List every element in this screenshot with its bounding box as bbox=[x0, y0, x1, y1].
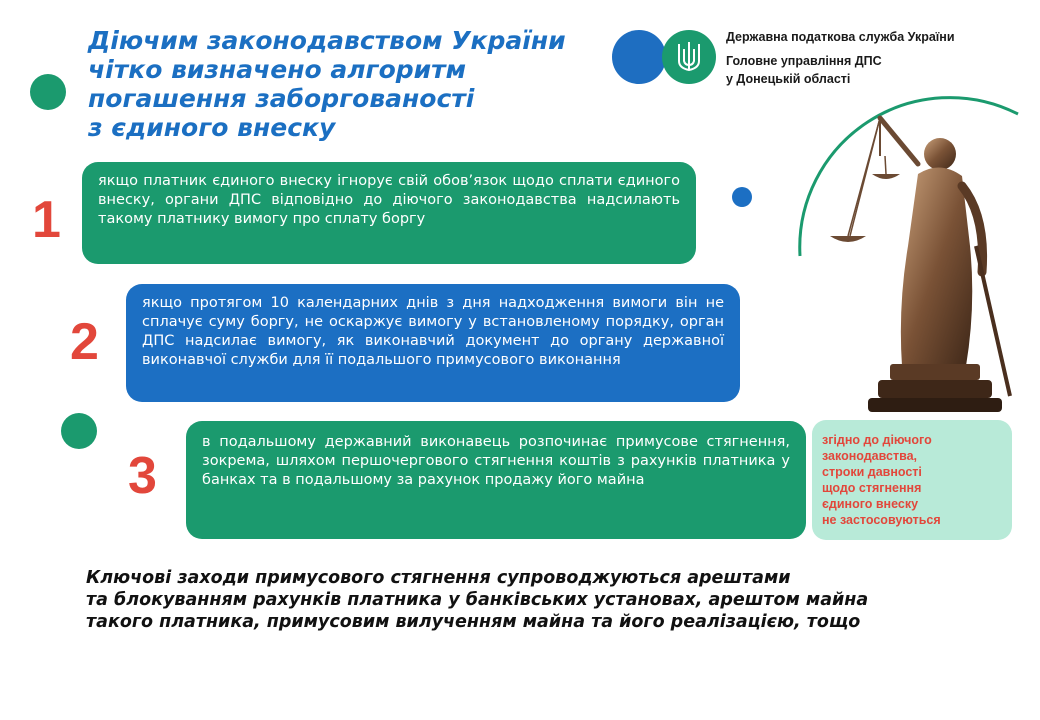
logo-line: Державна податкова служба України bbox=[726, 30, 955, 44]
title-line: Діючим законодавством України bbox=[88, 26, 566, 55]
title-line: чітко визначено алгоритм bbox=[88, 55, 467, 84]
step-number: 2 bbox=[70, 313, 99, 371]
title-line: погашення заборгованості bbox=[88, 84, 475, 113]
step-number: 3 bbox=[128, 447, 157, 505]
step-number: 1 bbox=[32, 191, 61, 249]
decor-dot-green-mid bbox=[61, 413, 97, 449]
logo-line: у Донецькій області bbox=[726, 72, 851, 86]
trident-icon bbox=[676, 41, 702, 73]
logo-circle-green bbox=[662, 30, 716, 84]
decor-dot-green-top bbox=[30, 74, 66, 110]
note-line: не застосовуються bbox=[822, 513, 941, 527]
logo-circle-blue bbox=[612, 30, 666, 84]
step-box bbox=[82, 162, 696, 264]
step-text: якщо протягом 10 календарних днів з дня надходження вимоги він не сплачує суму боргу, не оскаржує вимогу у встановленому порядку, орган ДПС надсилає вимогу, як виконавчий документ до органу державної виконавчої служби для її подальшого примусового виконання bbox=[142, 295, 724, 368]
logo-line: Головне управління ДПС bbox=[726, 54, 882, 68]
footer-text bbox=[86, 567, 1006, 633]
agency-logo bbox=[612, 26, 1032, 90]
decor-dot-blue-small bbox=[732, 187, 752, 207]
note-line: згідно до діючого bbox=[822, 433, 932, 447]
step-box bbox=[186, 421, 806, 539]
page-title bbox=[88, 26, 608, 142]
footer-line: такого платника, примусовим вилученням майна та його реалізацією, тощо bbox=[86, 612, 861, 632]
step-box bbox=[126, 284, 740, 402]
note-box bbox=[812, 420, 1012, 540]
note-line: законодавства, bbox=[822, 449, 918, 463]
title-line: з єдиного внеску bbox=[88, 113, 336, 142]
note-line: єдиного внеску bbox=[822, 497, 919, 511]
themis-statue-icon bbox=[790, 96, 1020, 426]
logo-text bbox=[726, 28, 955, 88]
footer-line: Ключові заходи примусового стягнення супроводжуються арештами bbox=[86, 568, 791, 588]
note-line: щодо стягнення bbox=[822, 481, 922, 495]
footer-line: та блокуванням рахунків платника у банківських установах, арештом майна bbox=[86, 590, 869, 610]
step-text: в подальшому державний виконавець розпочинає примусове стягнення, зокрема, шляхом першочергового стягнення коштів з рахунків платника у банках та в подальшому за рахунок продажу його майна bbox=[202, 434, 790, 488]
note-line: строки давності bbox=[822, 465, 922, 479]
step-text: якщо платник єдиного внеску ігнорує свій обов’язок щодо сплати єдиного внеску, органи ДПС відповідно до діючого законодавства надсилають такому платнику вимогу про сплату боргу bbox=[98, 173, 680, 227]
